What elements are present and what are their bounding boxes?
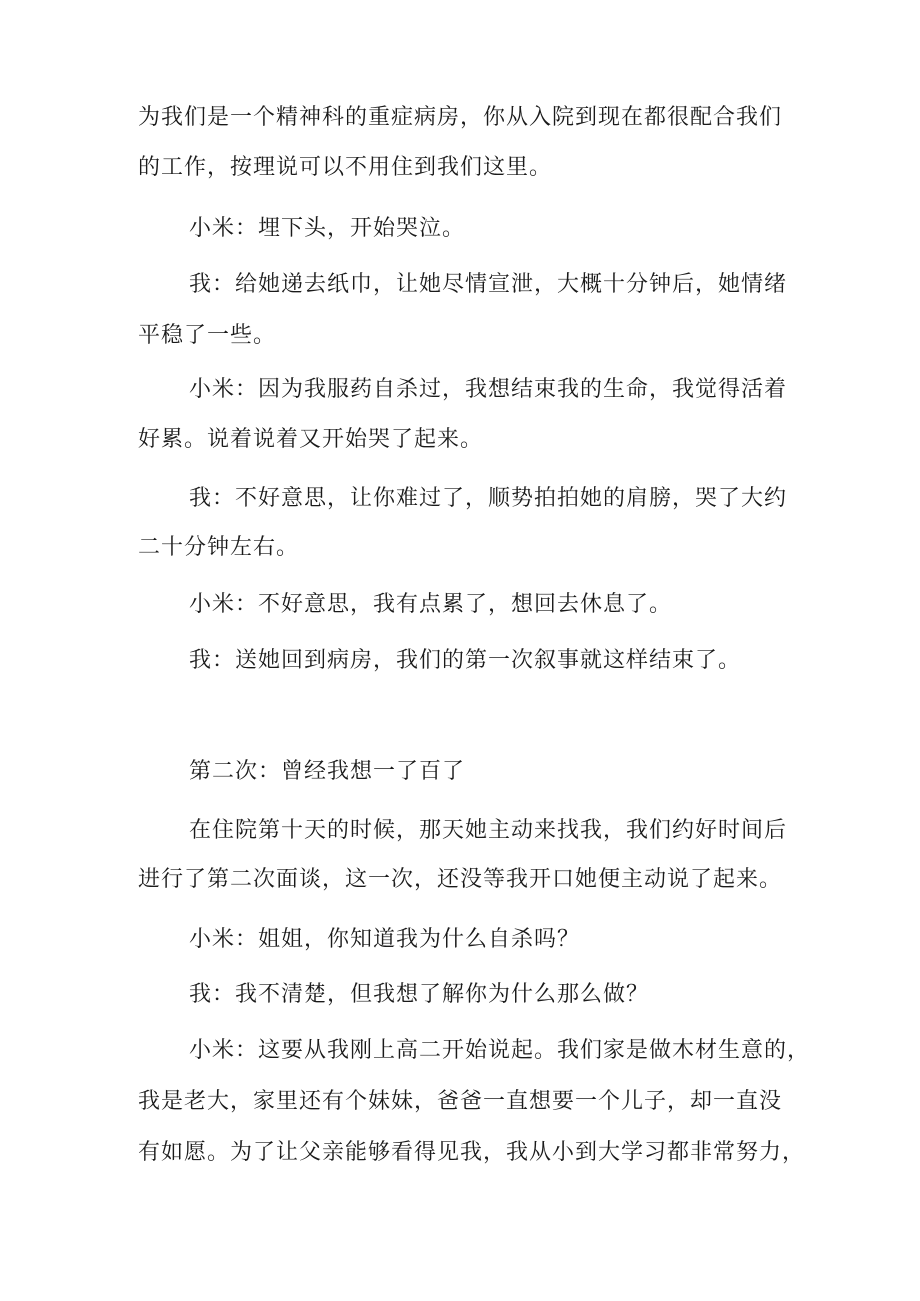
text-line: 的工作，按理说可以不用住到我们这里。 — [138, 155, 553, 180]
text-line: 小米：姐姐，你知道我为什么自杀吗？ — [189, 927, 581, 952]
text-line: 我是老大，家里还有个妹妹，爸爸一直想要一个儿子，却一直没 — [138, 1089, 783, 1114]
text-line: 为我们是一个精神科的重症病房，你从入院到现在都很配合我们 — [138, 105, 783, 130]
text-line: 有如愿。为了让父亲能够看得见我，我从小到大学习都非常努力， — [138, 1140, 806, 1165]
text-line: 小米：这要从我刚上高二开始说起。我们家是做木材生意的， — [189, 1038, 811, 1063]
text-line: 平稳了一些。 — [138, 323, 277, 348]
text-line: 小米：不好意思，我有点累了，想回去休息了。 — [189, 592, 673, 617]
text-line: 好累。说着说着又开始哭了起来。 — [138, 427, 484, 452]
text-line: 我：给她递去纸巾，让她尽情宣泄，大概十分钟后，她情绪 — [189, 272, 788, 297]
section-heading: 第二次：曾经我想一了百了 — [189, 759, 466, 784]
text-line: 小米：因为我服药自杀过，我想结束我的生命，我觉得活着 — [189, 377, 788, 402]
text-line: 进行了第二次面谈，这一次，还没等我开口她便主动说了起来。 — [138, 867, 783, 892]
text-line: 我：送她回到病房，我们的第一次叙事就这样结束了。 — [189, 648, 742, 673]
text-line: 小米：埋下头，开始哭泣。 — [189, 216, 466, 241]
text-line: 二十分钟左右。 — [138, 535, 300, 560]
text-line: 我：我不清楚，但我想了解你为什么那么做？ — [189, 982, 650, 1007]
text-line: 我：不好意思，让你难过了，顺势拍拍她的肩膀，哭了大约 — [189, 486, 788, 511]
text-line: 在住院第十天的时候，那天她主动来找我，我们约好时间后 — [189, 818, 788, 843]
